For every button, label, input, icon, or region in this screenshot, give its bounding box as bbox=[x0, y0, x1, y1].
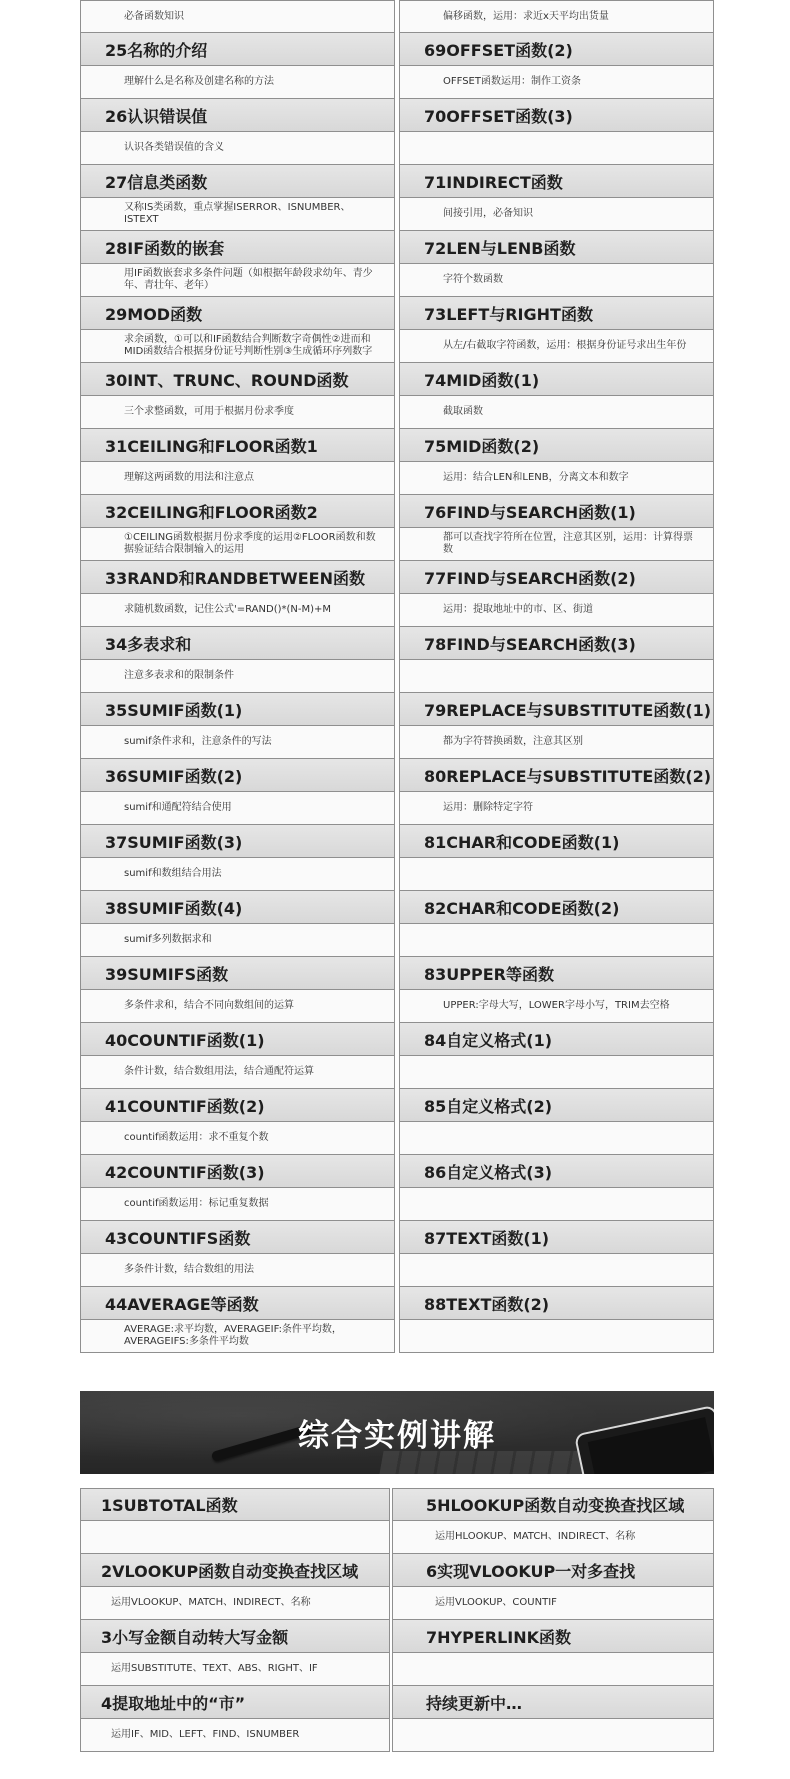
lesson-description bbox=[399, 132, 714, 165]
lesson-description-text: 运用：提取地址中的市、区、街道 bbox=[443, 604, 593, 615]
lesson-description-text: 认识各类错误值的含义 bbox=[124, 142, 224, 153]
lesson-description bbox=[80, 858, 395, 891]
lesson-description bbox=[80, 330, 395, 363]
lesson-title: 39SUMIFS函数 bbox=[80, 957, 395, 990]
lesson-title: 81CHAR和CODE函数(1) bbox=[399, 825, 714, 858]
lesson-description-text: 条件计数，结合数组用法，结合通配符运算 bbox=[124, 1066, 314, 1077]
lesson-title: 86自定义格式(3) bbox=[399, 1155, 714, 1188]
lesson-description bbox=[80, 1320, 395, 1353]
lesson-title: 84自定义格式(1) bbox=[399, 1023, 714, 1056]
lesson-description bbox=[80, 660, 395, 693]
lesson-description bbox=[80, 528, 395, 561]
lesson-description bbox=[80, 924, 395, 957]
lesson-description-text: 求随机数函数，记住公式'=RAND()*(N-M)+M bbox=[124, 604, 332, 615]
lesson-description bbox=[399, 396, 714, 429]
lesson-title: 75MID函数(2) bbox=[399, 429, 714, 462]
lesson-description-text: 理解什么是名称及创建名称的方法 bbox=[124, 76, 274, 87]
lesson-description bbox=[399, 1320, 714, 1353]
lesson-description bbox=[80, 1521, 390, 1554]
lesson-description-text: 多条件计数，结合数组的用法 bbox=[124, 1264, 254, 1275]
lesson-title: 69OFFSET函数(2) bbox=[399, 33, 714, 66]
examples-grid bbox=[80, 1488, 714, 1752]
curriculum-left-column bbox=[80, 0, 395, 1362]
lesson-description bbox=[392, 1521, 714, 1554]
lesson-description-text: 运用HLOOKUP、MATCH、INDIRECT、名称 bbox=[435, 1531, 636, 1542]
lesson-description bbox=[399, 528, 714, 561]
lesson-description-text: 运用VLOOKUP、MATCH、INDIRECT、名称 bbox=[111, 1597, 311, 1608]
lesson-title: 37SUMIF函数(3) bbox=[80, 825, 395, 858]
lesson-title: 25名称的介绍 bbox=[80, 33, 395, 66]
lesson-description-text: 都可以查找字符所在位置，注意其区别，运用：计算得票数 bbox=[443, 532, 693, 555]
banner-title: 综合实例讲解 bbox=[298, 1418, 496, 1454]
lesson-description-text: sumif和通配符结合使用 bbox=[124, 802, 232, 813]
lesson-description bbox=[399, 264, 714, 297]
lesson-description-text: ①CEILING函数根据月份求季度的运用②FLOOR函数和数据验证结合限制输入的运用 bbox=[124, 532, 376, 555]
curriculum-grid bbox=[80, 0, 714, 1362]
lesson-title: 80REPLACE与SUBSTITUTE函数(2) bbox=[399, 759, 714, 792]
lesson-description-text: 理解这两函数的用法和注意点 bbox=[124, 472, 254, 483]
lesson-description-text: 多条件求和，结合不同向数组间的运算 bbox=[124, 1000, 294, 1011]
lesson-title: 43COUNTIFS函数 bbox=[80, 1221, 395, 1254]
lesson-description bbox=[399, 1122, 714, 1155]
lesson-title: 31CEILING和FLOOR函数1 bbox=[80, 429, 395, 462]
lesson-title: 88TEXT函数(2) bbox=[399, 1287, 714, 1320]
lesson-description-text: 运用IF、MID、LEFT、FIND、ISNUMBER bbox=[111, 1729, 300, 1740]
lesson-description bbox=[80, 1719, 390, 1752]
lesson-description-text: sumif条件求和，注意条件的写法 bbox=[124, 736, 272, 747]
lesson-description bbox=[80, 1587, 390, 1620]
lesson-description-text: sumif多列数据求和 bbox=[124, 934, 212, 945]
lesson-description-text: AVERAGE:求平均数，AVERAGEIF:条件平均数，AVERAGEIFS:多条件平均数 bbox=[124, 1324, 342, 1347]
lesson-title: 73LEFT与RIGHT函数 bbox=[399, 297, 714, 330]
lesson-description-text: 求余函数，①可以和IF函数结合判断数字奇偶性②进而和MID函数结合根据身份证号判断性别③生成循环序列数字 bbox=[124, 334, 373, 357]
lesson-title: 30INT、TRUNC、ROUND函数 bbox=[80, 363, 395, 396]
lesson-title: 78FIND与SEARCH函数(3) bbox=[399, 627, 714, 660]
lesson-description-text: OFFSET函数运用：制作工资条 bbox=[443, 76, 581, 87]
lesson-title: 29MOD函数 bbox=[80, 297, 395, 330]
lesson-description bbox=[80, 990, 395, 1023]
lesson-description bbox=[399, 1056, 714, 1089]
lesson-title: 38SUMIF函数(4) bbox=[80, 891, 395, 924]
lesson-title: 83UPPER等函数 bbox=[399, 957, 714, 990]
lesson-description-text: 偏移函数，运用：求近x天平均出货量 bbox=[443, 10, 609, 22]
lesson-description bbox=[399, 198, 714, 231]
lesson-description bbox=[80, 726, 395, 759]
lesson-description-text: 用IF函数嵌套求多条件问题（如根据年龄段求幼年、青少年、青壮年、老年） bbox=[124, 268, 373, 291]
lesson-description bbox=[399, 1188, 714, 1221]
lesson-description-text: 从左/右截取字符函数，运用：根据身份证号求出生年份 bbox=[443, 340, 687, 351]
lesson-title: 5HLOOKUP函数自动变换查找区域 bbox=[392, 1488, 714, 1521]
lesson-title: 27信息类函数 bbox=[80, 165, 395, 198]
lesson-description bbox=[399, 660, 714, 693]
lesson-description bbox=[80, 1653, 390, 1686]
lesson-description bbox=[80, 1188, 395, 1221]
lesson-description bbox=[399, 462, 714, 495]
lesson-description bbox=[80, 1122, 395, 1155]
lesson-title: 7HYPERLINK函数 bbox=[392, 1620, 714, 1653]
lesson-description bbox=[80, 0, 395, 33]
lesson-title: 1SUBTOTAL函数 bbox=[80, 1488, 390, 1521]
lesson-title: 26认识错误值 bbox=[80, 99, 395, 132]
lesson-description bbox=[80, 1254, 395, 1287]
lesson-title: 82CHAR和CODE函数(2) bbox=[399, 891, 714, 924]
lesson-description bbox=[399, 0, 714, 33]
lesson-description bbox=[80, 396, 395, 429]
lesson-title: 33RAND和RANDBETWEEN函数 bbox=[80, 561, 395, 594]
lesson-description-text: 必备函数知识 bbox=[124, 10, 184, 22]
lesson-description bbox=[80, 1056, 395, 1089]
examples-left-column bbox=[80, 1488, 390, 1752]
lesson-title: 3小写金额自动转大写金额 bbox=[80, 1620, 390, 1653]
lesson-description bbox=[80, 198, 395, 231]
lesson-description bbox=[80, 792, 395, 825]
lesson-description-text: 注意多表求和的限制条件 bbox=[124, 670, 234, 681]
lesson-title: 40COUNTIF函数(1) bbox=[80, 1023, 395, 1056]
lesson-description-text: countif函数运用：标记重复数据 bbox=[124, 1198, 269, 1209]
lesson-description bbox=[399, 858, 714, 891]
lesson-description bbox=[80, 462, 395, 495]
lesson-description bbox=[399, 990, 714, 1023]
lesson-title: 87TEXT函数(1) bbox=[399, 1221, 714, 1254]
lesson-description-text: UPPER:字母大写，LOWER字母小写，TRIM去空格 bbox=[443, 1000, 670, 1011]
curriculum-right-column bbox=[399, 0, 714, 1362]
lesson-title: 70OFFSET函数(3) bbox=[399, 99, 714, 132]
lesson-title: 6实现VLOOKUP一对多查找 bbox=[392, 1554, 714, 1587]
lesson-title: 4提取地址中的“市” bbox=[80, 1686, 390, 1719]
section-banner bbox=[80, 1391, 714, 1474]
lesson-title: 35SUMIF函数(1) bbox=[80, 693, 395, 726]
lesson-title: 36SUMIF函数(2) bbox=[80, 759, 395, 792]
lesson-description bbox=[80, 66, 395, 99]
lesson-description bbox=[399, 924, 714, 957]
lesson-title: 77FIND与SEARCH函数(2) bbox=[399, 561, 714, 594]
lesson-description-text: 三个求整函数，可用于根据月份求季度 bbox=[124, 406, 294, 417]
lesson-description-text: 运用：删除特定字符 bbox=[443, 802, 533, 813]
lesson-title: 71INDIRECT函数 bbox=[399, 165, 714, 198]
lesson-description-text: sumif和数组结合用法 bbox=[124, 868, 222, 879]
lesson-description bbox=[80, 264, 395, 297]
lesson-description bbox=[399, 66, 714, 99]
lesson-title: 76FIND与SEARCH函数(1) bbox=[399, 495, 714, 528]
lesson-description-text: 字符个数函数 bbox=[443, 274, 503, 285]
lesson-title: 42COUNTIF函数(3) bbox=[80, 1155, 395, 1188]
lesson-title: 44AVERAGE等函数 bbox=[80, 1287, 395, 1320]
lesson-description-text: 都为字符替换函数，注意其区别 bbox=[443, 736, 583, 747]
lesson-description bbox=[399, 330, 714, 363]
lesson-title: 34多表求和 bbox=[80, 627, 395, 660]
lesson-description bbox=[399, 726, 714, 759]
lesson-description-text: 截取函数 bbox=[443, 406, 483, 417]
lesson-description bbox=[392, 1653, 714, 1686]
lesson-title: 85自定义格式(2) bbox=[399, 1089, 714, 1122]
lesson-description-text: 间接引用，必备知识 bbox=[443, 208, 533, 219]
lesson-title: 72LEN与LENB函数 bbox=[399, 231, 714, 264]
lesson-description bbox=[392, 1587, 714, 1620]
lesson-title: 2VLOOKUP函数自动变换查找区域 bbox=[80, 1554, 390, 1587]
lesson-description-text: 又称IS类函数，重点掌握ISERROR、ISNUMBER、ISTEXT bbox=[124, 202, 351, 225]
lesson-description-text: countif函数运用：求不重复个数 bbox=[124, 1132, 269, 1143]
lesson-description bbox=[399, 792, 714, 825]
lesson-title: 32CEILING和FLOOR函数2 bbox=[80, 495, 395, 528]
lesson-description bbox=[392, 1719, 714, 1752]
lesson-description bbox=[80, 594, 395, 627]
lesson-description-text: 运用：结合LEN和LENB，分离文本和数字 bbox=[443, 472, 629, 483]
lesson-description bbox=[80, 132, 395, 165]
lesson-title: 41COUNTIF函数(2) bbox=[80, 1089, 395, 1122]
lesson-description-text: 运用SUBSTITUTE、TEXT、ABS、RIGHT、IF bbox=[111, 1663, 318, 1674]
lesson-title: 28IF函数的嵌套 bbox=[80, 231, 395, 264]
lesson-title: 74MID函数(1) bbox=[399, 363, 714, 396]
examples-right-column bbox=[392, 1488, 714, 1752]
lesson-description bbox=[399, 594, 714, 627]
lesson-description-text: 运用VLOOKUP、COUNTIF bbox=[435, 1597, 557, 1608]
lesson-title: 持续更新中… bbox=[392, 1686, 714, 1719]
lesson-description bbox=[399, 1254, 714, 1287]
lesson-title: 79REPLACE与SUBSTITUTE函数(1) bbox=[399, 693, 714, 726]
